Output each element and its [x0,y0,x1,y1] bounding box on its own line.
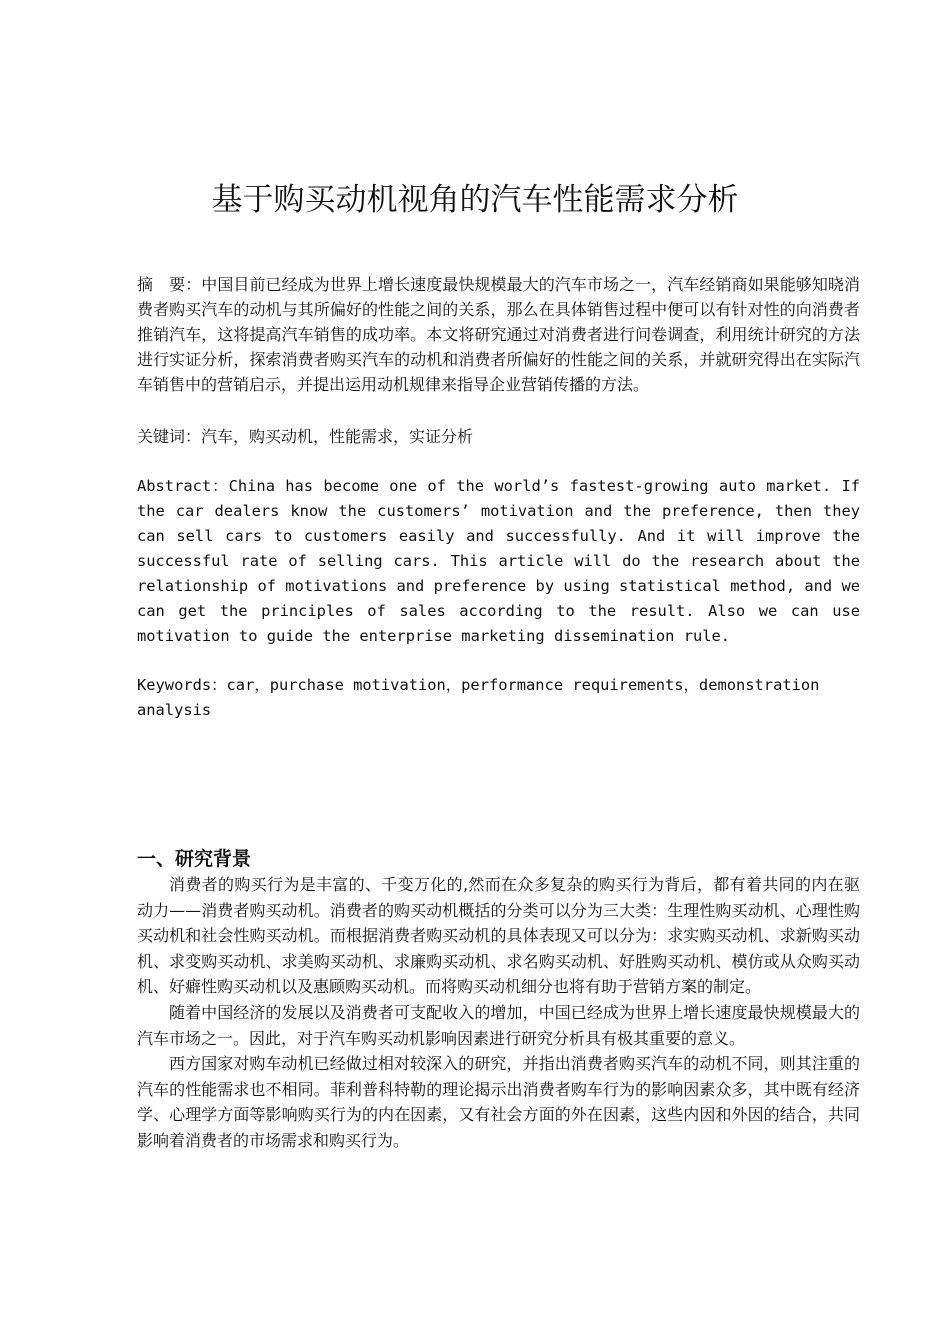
chinese-abstract-text: 中国目前已经成为世界上增长速度最快规模最大的汽车市场之一，汽车经销商如果能够知晓消费者购买汽车的动机与其所偏好的性能之间的关系，那么在具体销售过程中便可以有针对性的向消费者推销汽车，这将提高汽车销售的成功率。本文将研究通过对消费者进行问卷调查，利用统计研究的方法进行实证分析，探索消费者购买汽车的动机和消费者所偏好的性能之间的关系，并就研究得出在实际汽车销售中的营销启示，并提出运用动机规律来指导企业营销传播的方法。 [137,275,860,394]
chinese-keywords [137,424,860,449]
body-paragraph: 随着中国经济的发展以及消费者可支配收入的增加，中国已经成为世界上增长速度最快规模最大的汽车市场之一。因此，对于汽车购买动机影响因素进行研究分析具有极其重要的意义。 [137,1002,860,1048]
english-abstract-text: China has become one of the world’s fastest-growing auto market. If the car dealers know the customers’ motivation and the preference, then they can sell cars to customers easily and successfully. And it will improve the successful rate of selling cars. This article will do the research about the relationship of motivations and preference by using statistical method, and we can get the principles of sales according to the result. Also we can use motivation to guide the enterprise marketing dissemination rule. [137,477,860,645]
chinese-keywords-text: 汽车，购买动机，性能需求，实证分析 [201,427,474,446]
document-title: 基于购买动机视角的汽车性能需求分析 [211,182,739,218]
english-keywords [137,673,860,723]
chinese-abstract-label: 摘 要： [137,275,202,294]
english-keywords-label: Keywords： [137,676,227,694]
english-abstract [137,474,860,649]
section-body [137,872,860,1154]
english-abstract-label: Abstract： [137,477,229,495]
body-paragraph: 西方国家对购车动机已经做过相对较深入的研究，并指出消费者购买汽车的动机不同，则其注重的汽车的性能需求也不相同。菲利普科特勒的理论揭示出消费者购车行为的影响因素众多，其中既有经济学、心理学方面等影响购买行为的内在因素，又有社会方面的外在因素，这些内因和外因的结合，共同影响着消费者的市场需求和购买行为。 [137,1054,860,1150]
chinese-abstract [137,272,860,397]
chinese-keywords-label: 关键词： [137,427,202,446]
english-keywords-text: car，purchase motivation，performance requirements，demonstration analysis [137,676,820,719]
body-paragraph: 消费者的购买行为是丰富的、千变万化的,然而在众多复杂的购买行为背后，都有着共同的内在驱动力——消费者购买动机。消费者的购买动机概括的分类可以分为三大类：生理性购买动机、心理性购买动机和社会性购买动机。而根据消费者购买动机的具体表现又可以分为：求实购买动机、求新购买动机、求变购买动机、求美购买动机、求廉购买动机、求名购买动机、好胜购买动机、模仿或从众购买动机、好癖性购买动机以及惠顾购买动机。而将购买动机细分也将有助于营销方案的制定。 [137,875,860,997]
section-heading: 一、研究背景 [137,848,252,870]
